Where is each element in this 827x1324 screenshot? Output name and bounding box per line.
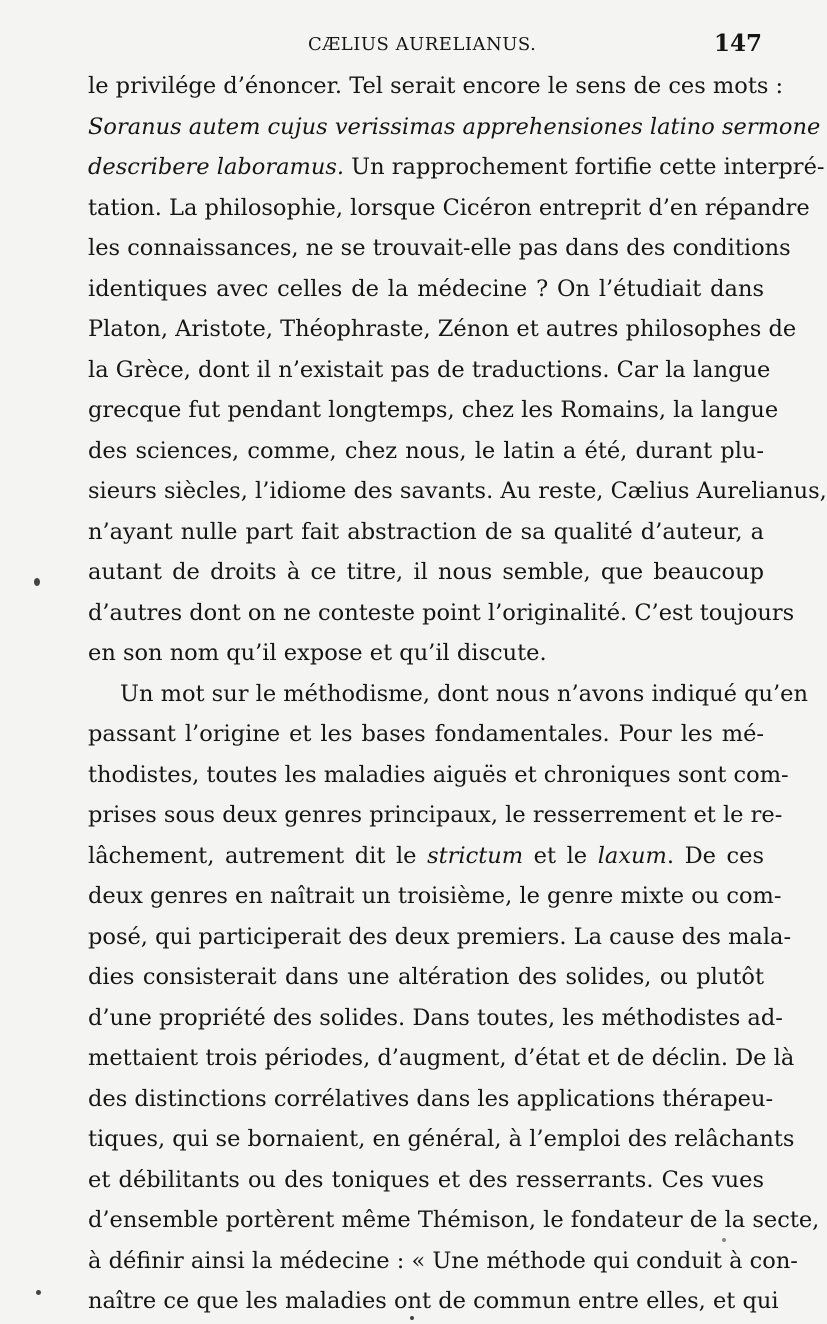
text-line: tation. La philosophie, lorsque Cicéron entreprit d’en répandre [88, 194, 810, 221]
text-line: la Grèce, dont il n’existait pas de traductions. Car la langue [88, 356, 771, 383]
text-line: lâchement, autrement dit le strictum et le laxum. De ces [88, 842, 765, 869]
text-line: deux genres en naîtrait un troisième, le genre mixte ou com- [88, 883, 782, 909]
text-line: n’ayant nulle part fait abstraction de sa qualité d’auteur, a [88, 518, 764, 545]
text-line: à définir ainsi la médecine : « Une méthode qui conduit à con- [88, 1247, 798, 1274]
text-line: et débilitants ou des toniques et des resserrants. Ces vues [88, 1166, 764, 1193]
text-line: posé, qui participerait des deux premiers. La cause des mala- [88, 923, 792, 950]
text-line: d’ensemble portèrent même Thémison, le fondateur de la secte, [88, 1207, 820, 1233]
text-line: des sciences, comme, chez nous, le latin a été, durant plu- [88, 437, 764, 464]
text-line: autant de droits à ce titre, il nous semble, que beaucoup [88, 559, 764, 585]
text-line: tiques, qui se bornaient, en général, à l’emploi des relâchants [88, 1126, 795, 1152]
text-line: Un mot sur le méthodisme, dont nous n’avons indiqué qu’en [120, 680, 808, 707]
text-line: passant l’origine et les bases fondamentales. Pour les mé- [88, 721, 764, 747]
ink-speck [36, 1290, 41, 1295]
running-title: CÆLIUS AURELIANUS. [308, 34, 537, 55]
text-line: naître ce que les maladies ont de commun entre elles, et qui [88, 1288, 779, 1314]
text-line: sieurs siècles, l’idiome des savants. Au reste, Cælius Aurelianus, [88, 478, 827, 504]
text-line: describere laboramus. Un rapprochement fortifie cette interpré- [88, 154, 825, 180]
text-line: dies consisterait dans une altération des solides, ou plutôt [88, 964, 764, 990]
ink-speck [722, 1238, 726, 1242]
text-line: thodistes, toutes les maladies aiguës et chroniques sont com- [88, 761, 789, 788]
text-line: grecque fut pendant longtemps, chez les Romains, la langue [88, 397, 779, 423]
text-line: d’autres dont on ne conteste point l’originalité. C’est toujours [88, 599, 795, 626]
ink-speck [410, 1316, 414, 1320]
text-line: Soranus autem cujus verissimas apprehensiones latino sermone [88, 113, 821, 140]
text-line: les connaissances, ne se trouvait-elle pas dans des conditions [88, 235, 791, 261]
text-line: identiques avec celles de la médecine ? On l’étudiait dans [88, 275, 764, 302]
body-text [88, 66, 827, 1322]
text-line: Platon, Aristote, Théophraste, Zénon et autres philosophes de [88, 316, 797, 342]
running-head [88, 30, 764, 64]
text-line: d’une propriété des solides. Dans toutes, les méthodistes ad- [88, 1004, 783, 1031]
text-line: le privilége d’énoncer. Tel serait encore le sens de ces mots : [88, 73, 784, 99]
page-number: 147 [713, 30, 762, 57]
ink-speck [34, 578, 40, 586]
text-line: mettaient trois périodes, d’augment, d’état et de déclin. De là [88, 1045, 795, 1071]
text-line: prises sous deux genres principaux, le resserrement et le re- [88, 802, 783, 828]
text-line: des distinctions corrélatives dans les applications thérapeu- [88, 1085, 774, 1112]
text-line: en son nom qu’il expose et qu’il discute. [88, 640, 547, 666]
